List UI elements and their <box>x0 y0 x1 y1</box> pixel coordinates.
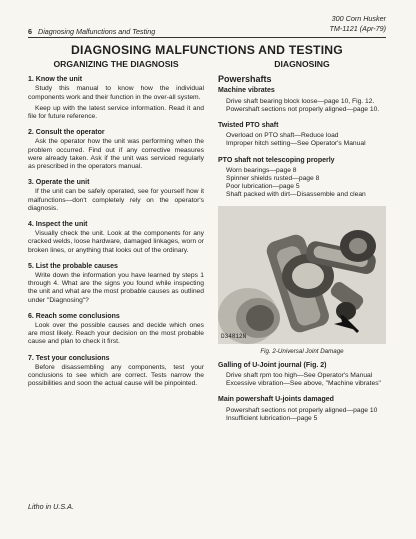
figure-id: D34812N <box>221 333 247 341</box>
symptom-group <box>218 122 386 149</box>
running-header-left <box>28 27 155 36</box>
section-heading: Powershafts <box>218 74 272 85</box>
step-paragraph: Keep up with the latest service information. Read it and file for future reference. <box>28 104 204 121</box>
cause-line: Overload on PTO shaft—Reduce load <box>226 132 339 140</box>
header-rule <box>28 37 386 38</box>
symptom-group <box>218 362 386 389</box>
left-column-title: ORGANIZING THE DIAGNOSIS <box>53 59 179 69</box>
step-paragraph: Look over the possible causes and decide which ones are most likely. Reach your decision on the most probable cause and plan to check it first. <box>28 322 204 346</box>
left-column <box>28 60 204 392</box>
manual-date: (Apr-79) <box>359 24 386 33</box>
section-name: Diagnosing Malfunctions and Testing <box>38 27 156 36</box>
step-title: 5. List the probable causes <box>28 262 118 270</box>
cause-line: Drive shaft bearing block loose—page 10, Fig. 12. <box>226 97 375 105</box>
step-title: 3. Operate the unit <box>28 179 90 187</box>
right-column <box>218 60 386 423</box>
cause-line: Worn bearings—page 8 <box>226 166 297 174</box>
symptom-group <box>218 157 386 200</box>
symptom-title: Main powershaft U-joints damaged <box>218 396 334 404</box>
cause-line: Shaft packed with dirt—Disassemble and clean <box>226 191 366 199</box>
right-column-title: DIAGNOSING <box>274 59 330 69</box>
step-title: 6. Reach some conclusions <box>28 312 120 320</box>
step <box>28 355 204 389</box>
step <box>28 179 204 213</box>
step <box>28 263 204 305</box>
step-title: 7. Test your conclusions <box>28 354 110 362</box>
step <box>28 221 204 255</box>
symptom-title: Galling of U-Joint journal (Fig. 2) <box>218 361 327 369</box>
step <box>28 76 204 121</box>
running-header-right <box>330 14 386 34</box>
u-joint-illustration <box>218 206 386 344</box>
step-title: 4. Inspect the unit <box>28 221 88 229</box>
symptom-title: Twisted PTO shaft <box>218 122 279 130</box>
step <box>28 313 204 347</box>
symptom-group <box>218 396 386 423</box>
figure-caption: Fig. 2-Universal Joint Damage <box>260 347 344 355</box>
litho-footer: Litho in U.S.A. <box>28 502 74 511</box>
cause-line: Excessive vibration—See above, "Machine vibrates" <box>226 380 381 388</box>
product-name: 300 Corn Husker <box>331 14 386 23</box>
manual-info <box>330 24 386 34</box>
page-number: 6 <box>28 27 32 36</box>
step-paragraph: Visually check the unit. Look at the components for any cracked welds, loose hardware, damaged linkages, worn or broken lines, or anything that looks out of the ordinary. <box>28 230 204 254</box>
cause-line: Insufficient lubrication—page 5 <box>226 414 318 422</box>
cause-line: Powershaft sections not properly aligned—page 10 <box>226 406 378 414</box>
manual-number: TM-1121 <box>329 24 358 33</box>
step-paragraph: Before disassembling any components, test your conclusions to see which are correct. Tests narrow the possibilities and soon the actual cause will be pinpointed. <box>28 363 204 388</box>
cause-line: Powershaft sections not properly aligned—page 10. <box>226 105 380 113</box>
step-paragraph: Write down the information you have learned by steps 1 through 4. What are the signs you found while inspecting the unit and what are the most probable causes as outlined under "Diagnosing"? <box>28 272 204 304</box>
step-title: 1. Know the unit <box>28 76 83 84</box>
universal-joint-photo <box>218 206 386 344</box>
step <box>28 129 204 171</box>
step-paragraph: If the unit can be safely operated, see for yourself how it malfunctions—don't completely rely on the operator's diagnosis. <box>28 188 204 212</box>
step-title: 2. Consult the operator <box>28 129 105 137</box>
symptom-title: Machine vibrates <box>218 87 275 95</box>
step-paragraph: Study this manual to know how the individual components work and their function in the over-all system. <box>28 85 204 101</box>
step-paragraph: Ask the operator how the unit was performing when the problem occurred. Find out if any corrective measures were already taken. Ask if the unit was serviced regularly as prescribed in the operators manual. <box>28 138 204 171</box>
page-title: DIAGNOSING MALFUNCTIONS AND TESTING <box>71 43 343 57</box>
cause-line: Improper hitch setting—See Operator's Manual <box>226 140 366 148</box>
cause-line: Drive shaft rpm too high—See Operator's Manual <box>226 372 373 380</box>
cause-line: Poor lubrication—page 5 <box>226 183 300 191</box>
symptom-group <box>218 87 386 114</box>
symptom-title: PTO shaft not telescoping properly <box>218 156 335 164</box>
cause-line: Spinner shields rusted—page 8 <box>226 175 320 183</box>
